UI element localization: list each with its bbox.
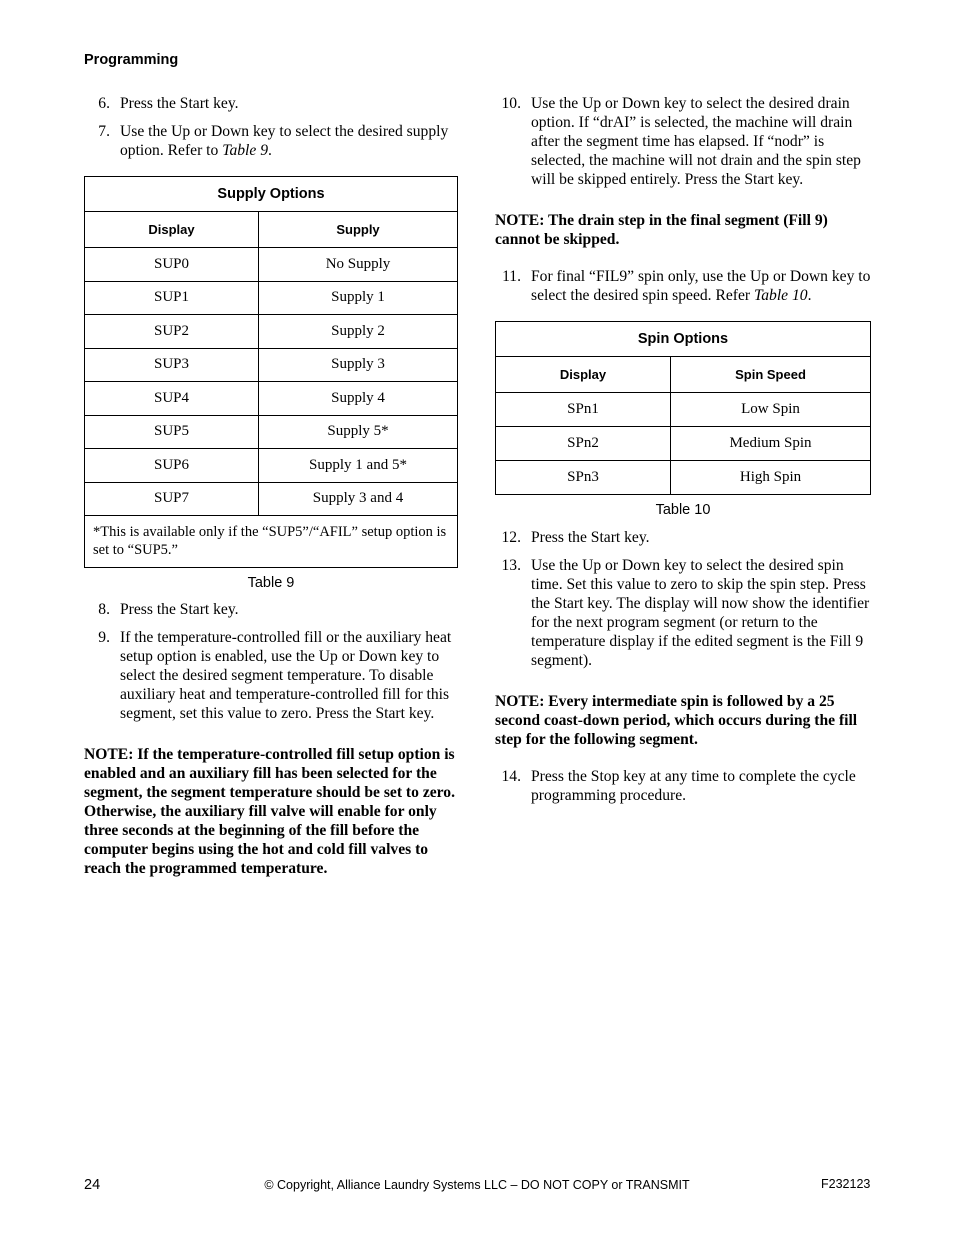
table-cell: Low Spin xyxy=(671,393,871,427)
step-text: Use the Up or Down key to select the desired drain option. If “drAI” is selected, the machine will drain after the segment time has elapsed. If “nodr” is selected, the machine will not drain and the spin step will be skipped entirely. Press the Start key. xyxy=(531,95,861,188)
table-row xyxy=(85,382,458,416)
table-cell: SUP7 xyxy=(85,482,259,516)
step-8 xyxy=(84,600,458,619)
step-text: Press the Start key. xyxy=(120,601,239,618)
page-number: 24 xyxy=(84,1177,101,1193)
column-header-display: Display xyxy=(496,357,671,393)
spin-options-table-wrap xyxy=(495,321,871,518)
step-text: Use the Up or Down key to select the desired supply option. Refer to xyxy=(120,123,449,159)
table-cell: SUP5 xyxy=(85,415,259,449)
step-13 xyxy=(495,556,871,670)
column-header-display: Display xyxy=(85,212,259,248)
step-text: Use the Up or Down key to select the desired spin time. Set this value to zero to skip the spin step. Press the Start key. The display will now show the identifier for the next program segment (or return to the temperature display if the edited segment is the Fill 9 segment). xyxy=(531,557,870,669)
table-cell: SUP3 xyxy=(85,348,259,382)
step-text: Press the Stop key at any time to complete the cycle programming procedure. xyxy=(531,768,856,804)
step-11 xyxy=(495,267,871,305)
table-row xyxy=(85,315,458,349)
table-reference: Table 9 xyxy=(222,142,269,159)
step-10 xyxy=(495,94,871,189)
step-6 xyxy=(84,94,458,113)
table-cell: Supply 3 xyxy=(259,348,458,382)
table-caption: Table 9 xyxy=(247,575,295,591)
spin-options-table xyxy=(495,321,871,495)
step-number: 12. xyxy=(501,529,521,546)
step-14 xyxy=(495,767,871,805)
table-row xyxy=(85,482,458,516)
table-cell: Supply 4 xyxy=(259,382,458,416)
step-number: 10. xyxy=(501,95,521,112)
column-header-spin-speed: Spin Speed xyxy=(671,357,871,393)
table-row xyxy=(85,248,458,282)
step-text: Press the Start key. xyxy=(531,529,650,546)
step-7 xyxy=(84,122,458,160)
table-cell: Supply 1 xyxy=(259,281,458,315)
table-cell: Medium Spin xyxy=(671,427,871,461)
note-temperature-fill: NOTE: If the temperature-controlled fill setup option is enabled and an auxiliary fill has been selected for the segment, the segment temperature should be set to zero. Otherwise, the auxiliary fill valve will enable for only three seconds at the beginning of the fill before the computer begins using the hot and cold fill valves to reach the programmed temperature. xyxy=(84,746,455,877)
supply-options-table-wrap xyxy=(84,176,458,591)
note-drain-step: NOTE: The drain step in the final segment (Fill 9) cannot be skipped. xyxy=(495,212,828,248)
table-cell: SPn3 xyxy=(496,461,671,495)
table-cell: SUP6 xyxy=(85,449,259,483)
right-column xyxy=(495,94,871,814)
note-coast-down: NOTE: Every intermediate spin is followed by a 25 second coast-down period, which occurs during the fill step for the following segment. xyxy=(495,693,858,748)
table-row xyxy=(85,348,458,382)
copyright-notice: © Copyright, Alliance Laundry Systems LLC – DO NOT COPY or TRANSMIT xyxy=(264,1178,690,1192)
table-cell: SPn1 xyxy=(496,393,671,427)
table-row xyxy=(85,449,458,483)
table-caption: Table 10 xyxy=(655,502,711,518)
table-cell: High Spin xyxy=(671,461,871,495)
table-cell: SUP2 xyxy=(85,315,259,349)
step-9 xyxy=(84,628,458,723)
step-12 xyxy=(495,528,871,547)
table-title: Spin Options xyxy=(496,322,871,357)
table-reference: Table 10 xyxy=(754,287,808,304)
table-cell: SUP1 xyxy=(85,281,259,315)
step-number: 11. xyxy=(502,268,521,285)
supply-options-table xyxy=(84,176,458,568)
step-text: For final “FIL9” spin only, use the Up or Down key to select the desired spin speed. Refer xyxy=(531,268,871,304)
step-number: 8. xyxy=(98,601,110,618)
table-row xyxy=(85,281,458,315)
table-cell: No Supply xyxy=(259,248,458,282)
step-text: Press the Start key. xyxy=(120,95,239,112)
table-cell: SPn2 xyxy=(496,427,671,461)
section-header: Programming xyxy=(84,52,179,68)
step-number: 7. xyxy=(98,123,110,140)
table-cell: Supply 5* xyxy=(259,415,458,449)
step-number: 6. xyxy=(98,95,110,112)
table-row xyxy=(85,415,458,449)
table-cell: SUP0 xyxy=(85,248,259,282)
step-text-end: . xyxy=(268,142,272,159)
table-cell: SUP4 xyxy=(85,382,259,416)
table-cell: Supply 1 and 5* xyxy=(259,449,458,483)
table-cell: Supply 3 and 4 xyxy=(259,482,458,516)
table-row xyxy=(496,461,871,495)
table-row xyxy=(496,393,871,427)
column-header-supply: Supply xyxy=(259,212,458,248)
step-text-end: . xyxy=(807,287,812,304)
left-column xyxy=(84,94,458,892)
table-footnote: *This is available only if the “SUP5”/“AFIL” setup option is set to “SUP5.” xyxy=(85,516,458,568)
table-row xyxy=(496,427,871,461)
document-id: F232123 xyxy=(821,1177,871,1191)
step-number: 13. xyxy=(501,557,521,574)
table-cell: Supply 2 xyxy=(259,315,458,349)
step-text: If the temperature-controlled fill or the auxiliary heat setup option is enabled, use the Up or Down key to select the desired segment temperature. To disable auxiliary heat and temperature-controlled fill for this segment, set this value to zero. Press the Start key. xyxy=(120,629,452,722)
step-number: 14. xyxy=(501,768,521,785)
step-number: 9. xyxy=(98,629,110,646)
table-title: Supply Options xyxy=(85,177,458,212)
